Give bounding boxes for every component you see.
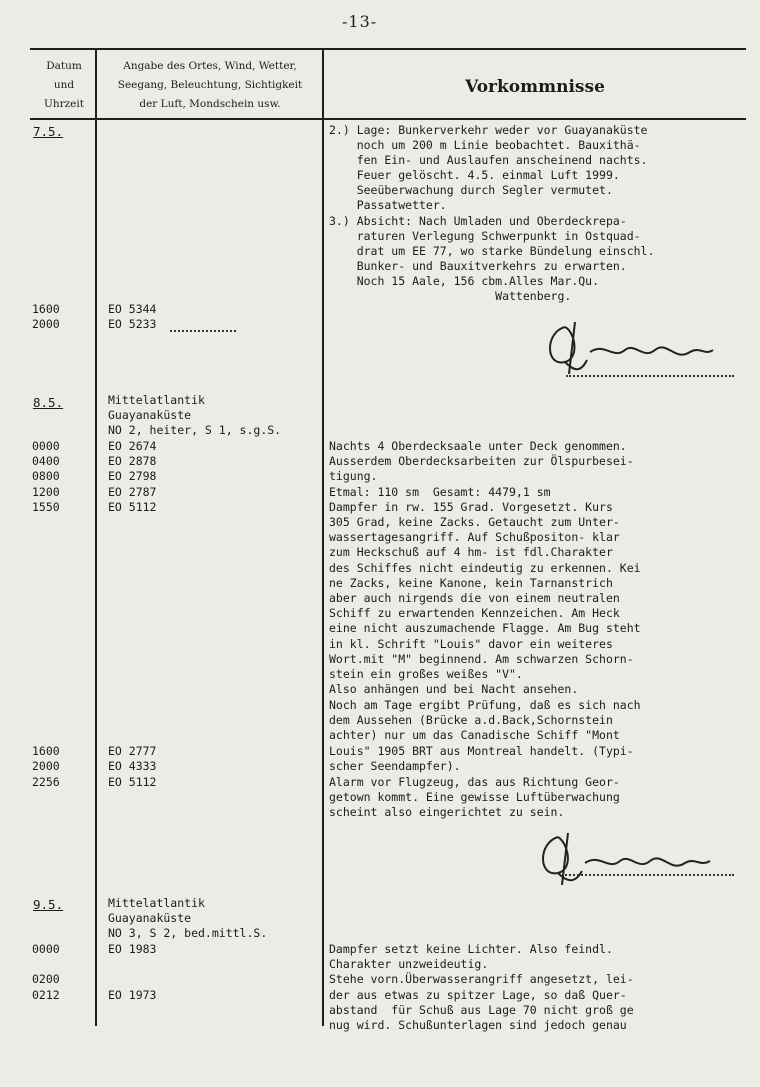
time-entry: 0212 xyxy=(32,988,60,1002)
time-entry: 2000 xyxy=(32,317,60,331)
time-entry: 1200 xyxy=(32,485,60,499)
event-line: Noch am Tage ergibt Prüfung, daß es sich nach xyxy=(329,698,641,712)
time-entry: 1600 xyxy=(32,744,60,758)
event-line: scher Seendampfer). xyxy=(329,759,461,773)
position-entry: EO 2798 xyxy=(108,469,157,483)
time-entry: 0000 xyxy=(32,942,60,956)
column-divider-1 xyxy=(95,48,97,1026)
event-line: Dampfer in rw. 155 Grad. Vorgesetzt. Kurs xyxy=(329,500,613,514)
event-line: scheint also eingerichtet zu sein. xyxy=(329,805,565,819)
time-entry: 1550 xyxy=(32,500,60,514)
event-line: aber auch nirgends die von einem neutralen xyxy=(329,591,620,605)
position-entry: EO 1983 xyxy=(108,942,157,956)
header-rule xyxy=(30,118,746,120)
event-line: Etmal: 110 sm Gesamt: 4479,1 sm xyxy=(329,485,551,499)
position-entry: EO 2787 xyxy=(108,485,157,499)
entry-date: 8.5. xyxy=(33,395,64,410)
position-entry: EO 4333 xyxy=(108,759,157,773)
event-line: des Schiffes nicht eindeutig zu erkennen. Kei xyxy=(329,561,641,575)
top-rule xyxy=(30,48,746,50)
signature-image xyxy=(530,825,720,895)
event-line: zum Heckschuß auf 4 hm- ist fdl.Charakter xyxy=(329,545,613,559)
event-line: stein ein großes weißes "V". xyxy=(329,667,523,681)
event-line: Seeüberwachung durch Segler vermutet. xyxy=(329,183,613,197)
event-line: Feuer gelöscht. 4.5. einmal Luft 1999. xyxy=(329,168,620,182)
event-line: drat um EE 77, wo starke Bündelung einschl. xyxy=(329,244,655,258)
position-entry: Guayanaküste xyxy=(108,911,192,925)
event-line: 305 Grad, keine Zacks. Getaucht zum Unter- xyxy=(329,515,620,529)
position-entry: EO 2674 xyxy=(108,439,157,453)
entry-date: 9.5. xyxy=(33,897,64,912)
position-entry: NO 3, S 2, bed.mittl.S. xyxy=(108,926,268,940)
event-line: raturen Verlegung Schwerpunkt in Ostquad- xyxy=(329,229,641,243)
event-line: Noch 15 Aale, 156 cbm.Alles Mar.Qu. xyxy=(329,274,600,288)
dotted-separator xyxy=(170,330,236,332)
event-line: Wort.mit "M" beginnend. Am schwarzen Schorn- xyxy=(329,652,634,666)
position-entry: EO 5233 xyxy=(108,317,157,331)
event-line: Nachts 4 Oberdecksaale unter Deck genommen. xyxy=(329,439,627,453)
position-entry: Mittelatlantik xyxy=(108,896,205,910)
event-line: der aus etwas zu spitzer Lage, so daß Quer- xyxy=(329,988,627,1002)
event-line: Dampfer setzt keine Lichter. Also feindl. xyxy=(329,942,613,956)
event-line: getown kommt. Eine gewisse Luftüberwachung xyxy=(329,790,620,804)
position-entry: NO 2, heiter, S 1, s.g.S. xyxy=(108,423,282,437)
time-entry: 2256 xyxy=(32,775,60,789)
position-entry: Mittelatlantik xyxy=(108,393,205,407)
time-entry: 0400 xyxy=(32,454,60,468)
event-line: Bunker- und Bauxitverkehrs zu erwarten. xyxy=(329,259,627,273)
page-number: -13- xyxy=(342,12,378,31)
time-entry: 0800 xyxy=(32,469,60,483)
event-line: dem Aussehen (Brücke a.d.Back,Schornstein xyxy=(329,713,613,727)
event-line: Charakter unzweideutig. xyxy=(329,957,489,971)
event-line: achter) nur um das Canadische Schiff "Mont xyxy=(329,728,620,742)
header-date-column: Datum und Uhrzeit xyxy=(44,60,84,110)
position-entry: Guayanaküste xyxy=(108,408,192,422)
entry-date: 7.5. xyxy=(33,124,64,139)
event-line: Stehe vorn.Überwasserangriff angesetzt, lei- xyxy=(329,972,634,986)
column-divider-2 xyxy=(322,48,324,1026)
event-line: Wattenberg. xyxy=(329,289,572,303)
event-line: wassertagesangriff. Auf Schußpositon- klar xyxy=(329,530,620,544)
event-line: Schiff zu erwartenden Kennzeichen. Am Heck xyxy=(329,606,620,620)
header-place-column: Angabe des Ortes, Wind, Wetter, Seegang, Beleuchtung, Sichtigkeit der Luft, Mondschein usw. xyxy=(117,60,303,110)
event-line: in kl. Schrift "Louis" davor ein weiteres xyxy=(329,637,613,651)
event-line: ne Zacks, keine Kanone, kein Tarnanstrich xyxy=(329,576,613,590)
event-line: 3.) Absicht: Nach Umladen und Oberdeckrepa- xyxy=(329,214,627,228)
position-entry: EO 5112 xyxy=(108,775,157,789)
position-entry: EO 5344 xyxy=(108,302,157,316)
dotted-separator xyxy=(566,375,734,377)
event-line: noch um 200 m Linie beobachtet. Bauxithä- xyxy=(329,138,641,152)
event-line: 2.) Lage: Bunkerverkehr weder vor Guayanaküste xyxy=(329,123,648,137)
event-line: Alarm vor Flugzeug, das aus Richtung Geor- xyxy=(329,775,620,789)
event-line: fen Ein- und Auslaufen anscheinend nachts. xyxy=(329,153,648,167)
event-line: nug wird. Schußunterlagen sind jedoch genau xyxy=(329,1018,627,1032)
time-entry: 0200 xyxy=(32,972,60,986)
position-entry: EO 2878 xyxy=(108,454,157,468)
signature-image xyxy=(535,312,725,382)
header-events-column: Vorkommnisse xyxy=(465,77,605,97)
time-entry: 1600 xyxy=(32,302,60,316)
position-entry: EO 5112 xyxy=(108,500,157,514)
event-line: Passatwetter. xyxy=(329,198,447,212)
event-line: Also anhängen und bei Nacht ansehen. xyxy=(329,682,579,696)
dotted-separator xyxy=(562,874,734,876)
time-entry: 2000 xyxy=(32,759,60,773)
event-line: abstand für Schuß aus Lage 70 nicht groß ge xyxy=(329,1003,634,1017)
event-line: tigung. xyxy=(329,469,378,483)
position-entry: EO 2777 xyxy=(108,744,157,758)
time-entry: 0000 xyxy=(32,439,60,453)
event-line: Louis" 1905 BRT aus Montreal handelt. (Typi- xyxy=(329,744,634,758)
event-line: Ausserdem Oberdecksarbeiten zur Ölspurbesei- xyxy=(329,454,634,468)
event-line: eine nicht auszumachende Flagge. Am Bug steht xyxy=(329,621,641,635)
position-entry: EO 1973 xyxy=(108,988,157,1002)
